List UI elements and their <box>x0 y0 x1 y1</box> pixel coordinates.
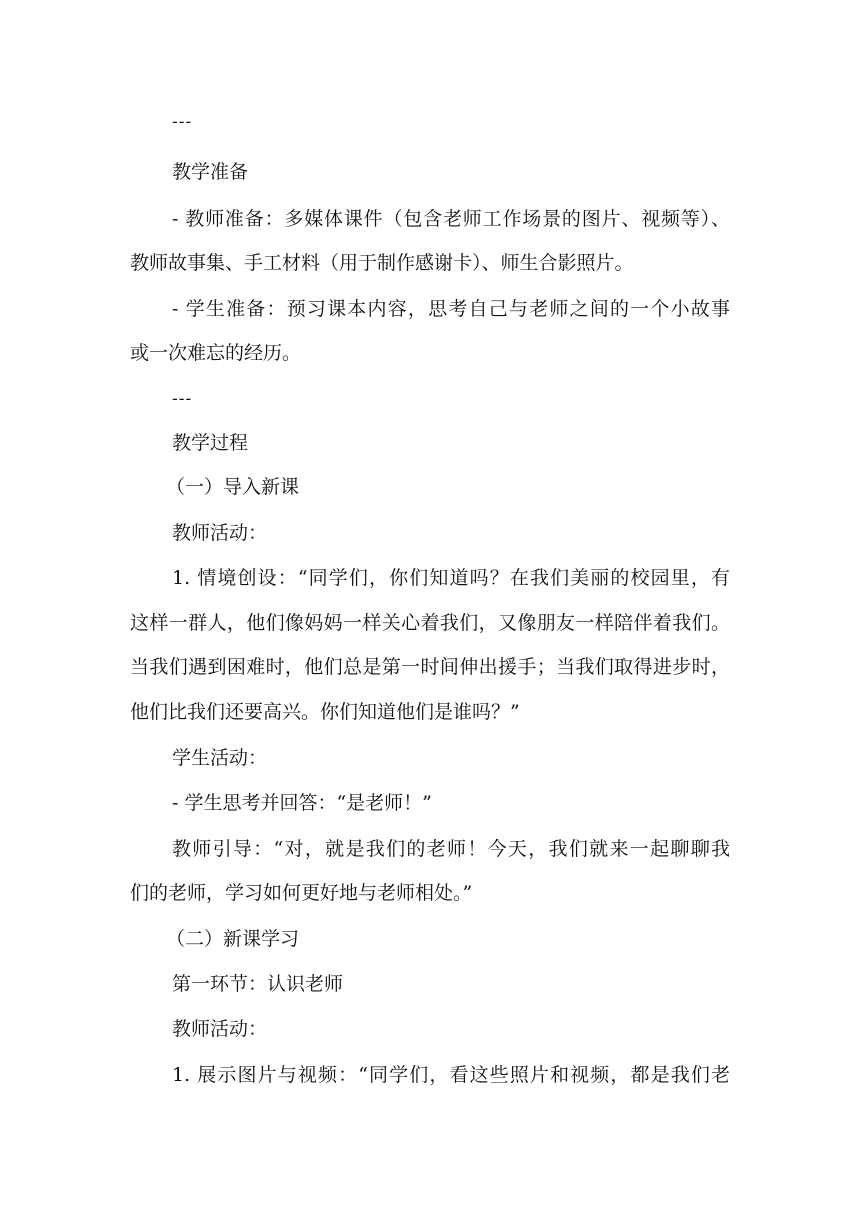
label-teacher-activity: 教师活动： <box>172 522 268 544</box>
section-separator: --- <box>172 389 193 408</box>
paragraph-line: 1. 展示图片与视频：“同学们，看这些照片和视频，都是我们老 <box>172 1064 730 1086</box>
paragraph-line: 当我们遇到困难时，他们总是第一时间伸出援手；当我们取得进步时， <box>130 656 730 678</box>
paragraph-line: 教师故事集、手工材料（用于制作感谢卡）、师生合影照片。 <box>130 252 634 274</box>
paragraph-line: - 学生准备：预习课本内容，思考自己与老师之间的一个小故事 <box>172 298 730 320</box>
label-student-activity: 学生活动： <box>172 747 268 769</box>
paragraph-line: 教师引导：“对，就是我们的老师！今天，我们就来一起聊聊我 <box>172 838 730 860</box>
section-separator: --- <box>172 112 193 131</box>
paragraph-line: 或一次难忘的经历。 <box>130 342 302 364</box>
paragraph-line: 这样一群人，他们像妈妈一样关心着我们，又像朋友一样陪伴着我们。 <box>130 612 730 634</box>
heading-teaching-preparation: 教学准备 <box>172 161 249 183</box>
paragraph-line: - 教师准备：多媒体课件（包含老师工作场景的图片、视频等）、 <box>172 208 730 230</box>
paragraph-line: 1. 情境创设：“同学们，你们知道吗？在我们美丽的校园里，有 <box>172 567 730 589</box>
subheading-intro: （一）导入新课 <box>166 476 300 498</box>
label-teacher-activity: 教师活动： <box>172 1018 268 1040</box>
subheading-new-lesson: （二）新课学习 <box>166 928 300 950</box>
paragraph-line: 们的老师，学习如何更好地与老师相处。” <box>130 882 473 904</box>
heading-teaching-process: 教学过程 <box>172 432 249 454</box>
paragraph-line: - 学生思考并回答：“是老师！” <box>172 792 432 814</box>
subheading-first-step: 第一环节：认识老师 <box>172 973 344 995</box>
paragraph-line: 他们比我们还要高兴。你们知道他们是谁吗？” <box>130 701 520 723</box>
